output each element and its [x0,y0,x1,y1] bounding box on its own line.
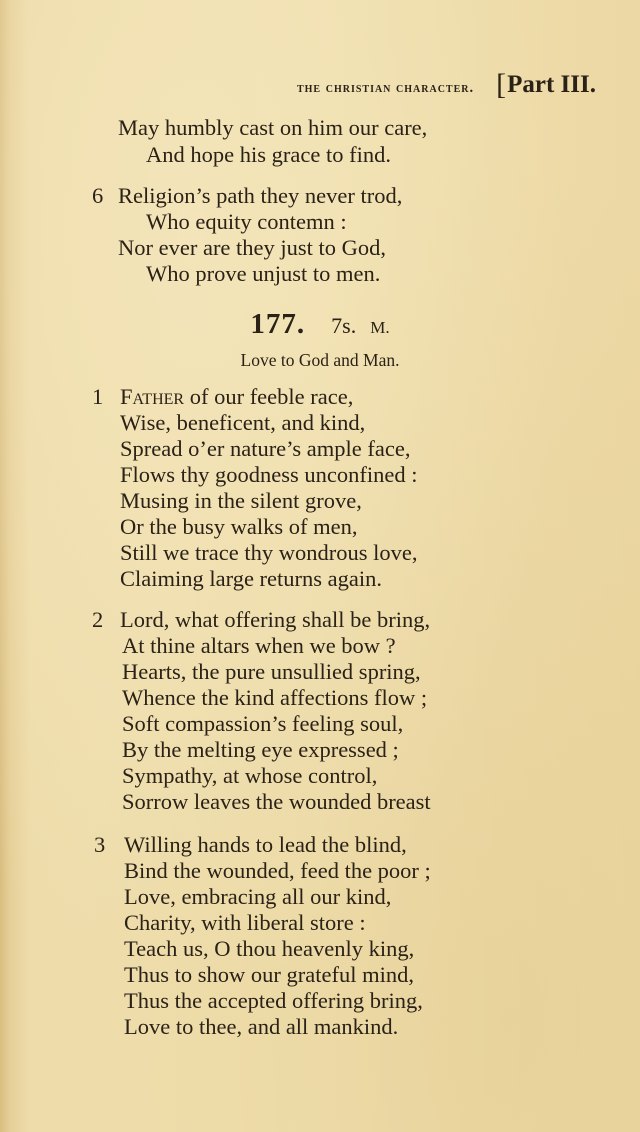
verse-line [120,386,353,409]
verse-line: Sympathy, at whose control, [122,763,378,788]
verse-line: Bind the wounded, feed the poor ; [124,858,431,883]
verse-line: Love to thee, and all mankind. [124,1014,399,1039]
verse-line: Soft compassion’s feeling soul, [122,711,404,736]
verse-line: Musing in the silent grove, [120,488,362,513]
verse-line: Lord, what offering shall be bring, [120,607,431,632]
hymn-number: 177. [250,308,306,340]
verse-text: of our feeble race, [184,384,354,409]
verse-line: Or the busy walks of men, [120,514,358,539]
verse-line: Spread o’er nature’s ample face, [120,436,411,461]
verse-line: Love, embracing all our kind, [124,884,392,909]
verse-line: Still we trace thy wondrous love, [120,540,418,565]
verse-line: Teach us, O thou heavenly king, [124,936,415,961]
part-label: Part III. [507,71,596,98]
stanza-number: 6 [92,183,104,208]
verse-line: Thus the accepted offering bring, [124,988,423,1013]
verse-line: Religion’s path they never trod, [118,183,403,208]
running-head [0,66,596,100]
verse-line: Hearts, the pure unsullied spring, [122,659,421,684]
stanza-number: 1 [92,384,104,409]
verse-line: May humbly cast on him our care, [118,115,428,140]
hymn-meter [331,313,389,338]
first-word-small-caps: Father [120,384,185,409]
verse-line: Nor ever are they just to God, [118,235,387,260]
hymn-heading [0,308,640,341]
verse-line: Whence the kind affections flow ; [122,685,428,710]
stanza-number: 2 [92,607,104,632]
stanza-number: 3 [94,832,106,857]
verse-line: At thine altars when we bow ? [122,633,396,658]
verse-line: Who prove unjust to men. [146,261,381,286]
verse-line: Sorrow leaves the wounded breast [122,789,431,814]
meter-value: 7s. [331,313,357,338]
hymn-title: Love to God and Man. [240,350,400,370]
part-bracket: [ [496,68,507,101]
verse-line: And hope his grace to find. [146,142,391,167]
verse-line: Flows thy goodness unconfined : [120,462,418,487]
verse-line: Wise, beneficent, and kind, [120,410,366,435]
verse-line: Charity, with liberal store : [124,910,366,935]
verse-line: Who equity contemn : [146,209,347,234]
verse-line: Claiming large returns again. [120,566,383,591]
running-head-title: the christian character. [296,80,475,96]
verse-line: Willing hands to lead the blind, [124,832,407,857]
meter-suffix: M. [370,318,390,337]
verse-line: By the melting eye expressed ; [122,737,399,762]
verse-line: Thus to show our grateful mind, [124,962,414,987]
running-head-part [496,66,596,100]
